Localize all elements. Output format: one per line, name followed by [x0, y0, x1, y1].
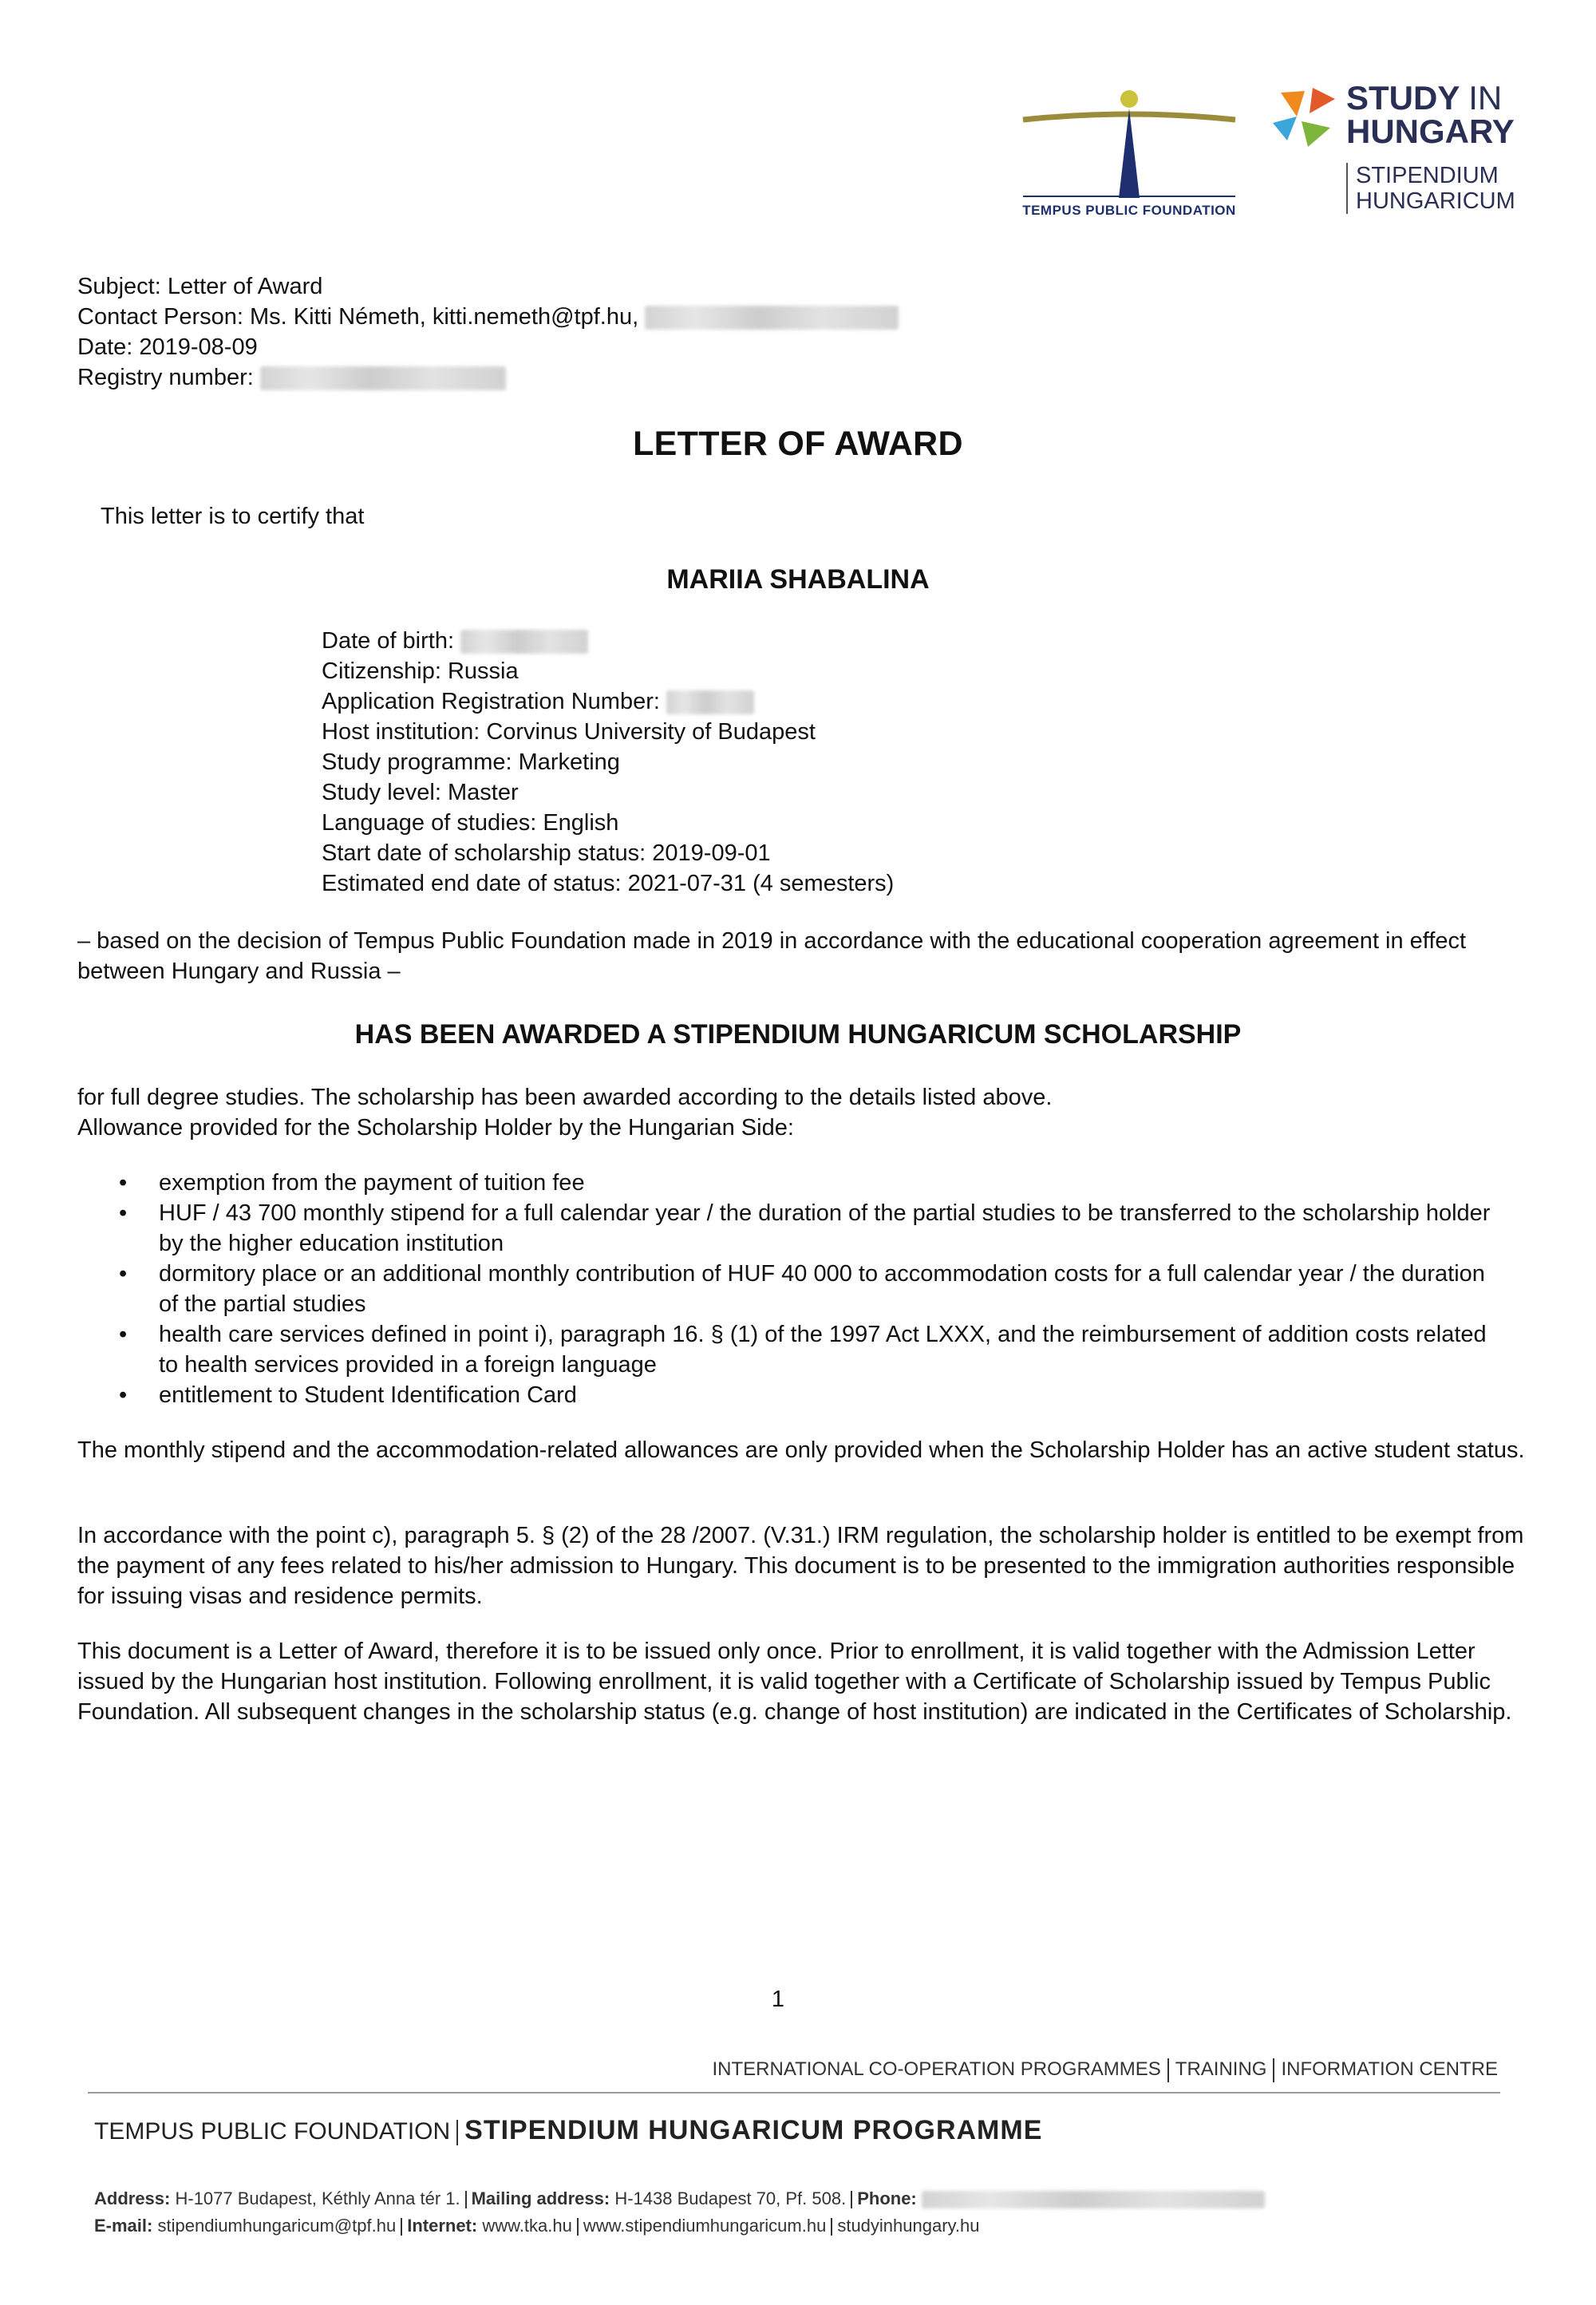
- programme-line: Study programme: Marketing: [322, 749, 620, 775]
- hungaricum-text: HUNGARICUM: [1356, 188, 1515, 214]
- stipendium-text: STIPENDIUM: [1356, 163, 1499, 188]
- tempus-logo-text: TEMPUS PUBLIC FOUNDATION: [1022, 203, 1236, 218]
- app-reg-label: Application Registration Number:: [322, 689, 660, 714]
- star-icon: [1273, 85, 1337, 156]
- footer-separator: [456, 2120, 458, 2145]
- internet-label: Internet:: [407, 2216, 478, 2236]
- footer-programme-item: INFORMATION CENTRE: [1281, 2058, 1498, 2080]
- allowance-intro: Allowance provided for the Scholarship Holder by the Hungarian Side:: [77, 1115, 794, 1141]
- footer-separator: [1167, 2058, 1169, 2082]
- list-item: • HUF / 43 700 monthly stipend for a full calendar year / the duration of the partial studies to be transferred to the scholarship holder by the higher education institution: [77, 1198, 1498, 1259]
- contact-links-line: [94, 2212, 1265, 2240]
- end-line: Estimated end date of status: 2021-07-31 (4 semesters): [322, 871, 895, 896]
- decision-text: – based on the decision of Tempus Public Foundation made in 2019 in accordance with the educational cooperation agreement in effect between Hungary and Russia –: [77, 928, 1467, 984]
- web-link-stipendium[interactable]: www.stipendiumhungaricum.hu: [583, 2216, 827, 2236]
- start-line: Start date of scholarship status: 2019-09-01: [322, 840, 771, 866]
- footer-separator: [831, 2218, 832, 2236]
- dob-label: Date of birth:: [322, 628, 455, 654]
- list-item: • exemption from the payment of tuition fee: [77, 1168, 1498, 1198]
- mailing-label: Mailing address:: [471, 2188, 610, 2208]
- footer-separator: [401, 2218, 402, 2236]
- irm-paragraph: In accordance with the point c), paragraph 5. § (2) of the 28 /2007. (V.31.) IRM regulation, the scholarship holder is entitled to be exempt from the payment of any fees related to his/her admission to Hungary. This document is to be presented to the immigration authorities responsible for issuing visas and residence permits.: [77, 1523, 1524, 1609]
- dob-line: [322, 626, 1439, 656]
- awarded-heading: HAS BEEN AWARDED A STIPENDIUM HUNGARICUM SCHOLARSHIP: [354, 1019, 1242, 1050]
- for-full-text: for full degree studies. The scholarship has been awarded according to the details listed above.: [77, 1085, 1053, 1110]
- subject-line: Subject: Letter of Award: [77, 274, 323, 299]
- certify-text: This letter is to certify that: [101, 504, 365, 529]
- address-line: [94, 2185, 1265, 2212]
- redacted-dob: [460, 630, 588, 654]
- footer-programme-item: TRAINING: [1175, 2058, 1267, 2080]
- citizenship-line: Citizenship: Russia: [322, 658, 519, 684]
- footer-separator: [1273, 2058, 1274, 2082]
- language-line: Language of studies: English: [322, 810, 619, 836]
- level-line: Study level: Master: [322, 780, 519, 805]
- redacted-app-reg: [666, 690, 754, 714]
- allowance-list: [77, 1168, 1498, 1410]
- date-line: Date: 2019-08-09: [77, 334, 258, 360]
- address-label: Address:: [94, 2188, 171, 2208]
- footer-separator: [465, 2191, 467, 2208]
- email-label: E-mail:: [94, 2216, 153, 2236]
- in-text: IN: [1468, 79, 1503, 117]
- page-number: 1: [771, 1987, 785, 2012]
- footer-separator: [577, 2218, 579, 2236]
- contact-text: Contact Person: Ms. Kitti Németh, kitti.nemeth@tpf.hu,: [77, 304, 639, 330]
- address-value: H-1077 Budapest, Kéthly Anna tér 1.: [175, 2188, 460, 2208]
- contact-line: [77, 302, 1434, 332]
- footer-divider: [88, 2092, 1500, 2093]
- letter-paragraph: This document is a Letter of Award, therefore it is to be issued only once. Prior to enrollment, it is valid together with the Admission Letter issued by the Hungarian host institution. Following enrollment, it is valid together with a Certificate of Scholarship issued by Tempus Public Foundation. All subsequent changes in the scholarship status (e.g. change of host institution) are indicated in the Certificates of Scholarship.: [77, 1639, 1512, 1725]
- footer-programme-name: STIPENDIUM HUNGARICUM PROGRAMME: [464, 2115, 1043, 2145]
- footer-org: [94, 2115, 1042, 2147]
- web-link-studyinhungary[interactable]: studyinhungary.hu: [837, 2216, 980, 2236]
- redacted-phone: [645, 306, 899, 330]
- registry-line: [77, 362, 1434, 393]
- list-item: • dormitory place or an additional monthly contribution of HUF 40 000 to accommodation costs for a full calendar year / the duration of the partial studies: [77, 1259, 1498, 1319]
- app-reg-line: [322, 686, 1439, 717]
- registry-label: Registry number:: [77, 365, 254, 390]
- web-link-tka[interactable]: www.tka.hu: [482, 2216, 572, 2236]
- tempus-logo: [1013, 86, 1245, 222]
- phone-label: Phone:: [857, 2188, 917, 2208]
- email-link[interactable]: stipendiumhungaricum@tpf.hu: [157, 2216, 397, 2236]
- student-name: MARIIA SHABALINA: [666, 564, 930, 595]
- list-item: • health care services defined in point i), paragraph 16. § (1) of the 1997 Act LXXX, and the reimbursement of addition costs related to health services provided in a foreign language: [77, 1319, 1498, 1380]
- page-title: LETTER OF AWARD: [633, 425, 963, 463]
- footer-programmes: [713, 2058, 1498, 2082]
- tempus-balance-icon: [1013, 86, 1245, 206]
- footer-address: [94, 2185, 1265, 2240]
- mailing-value: H-1438 Budapest 70, Pf. 508.: [614, 2188, 847, 2208]
- hungary-text: HUNGARY: [1346, 113, 1515, 150]
- redacted-registry: [260, 366, 506, 390]
- footer-separator: [851, 2191, 852, 2208]
- host-line: Host institution: Corvinus University of Budapest: [322, 719, 816, 745]
- stipend-paragraph: The monthly stipend and the accommodation-related allowances are only provided when the Scholarship Holder has an active student status.: [77, 1437, 1525, 1463]
- study-text: STUDY: [1346, 79, 1460, 117]
- study-in-hungary-logo: [1273, 80, 1544, 231]
- footer-programme-item: INTERNATIONAL CO-OPERATION PROGRAMMES: [712, 2058, 1161, 2080]
- footer-org-name: TEMPUS PUBLIC FOUNDATION: [94, 2118, 451, 2145]
- student-details: [322, 626, 1439, 899]
- redacted-phone: [922, 2191, 1265, 2208]
- list-item: • entitlement to Student Identification Card: [77, 1380, 1498, 1410]
- header-block: [77, 271, 1434, 393]
